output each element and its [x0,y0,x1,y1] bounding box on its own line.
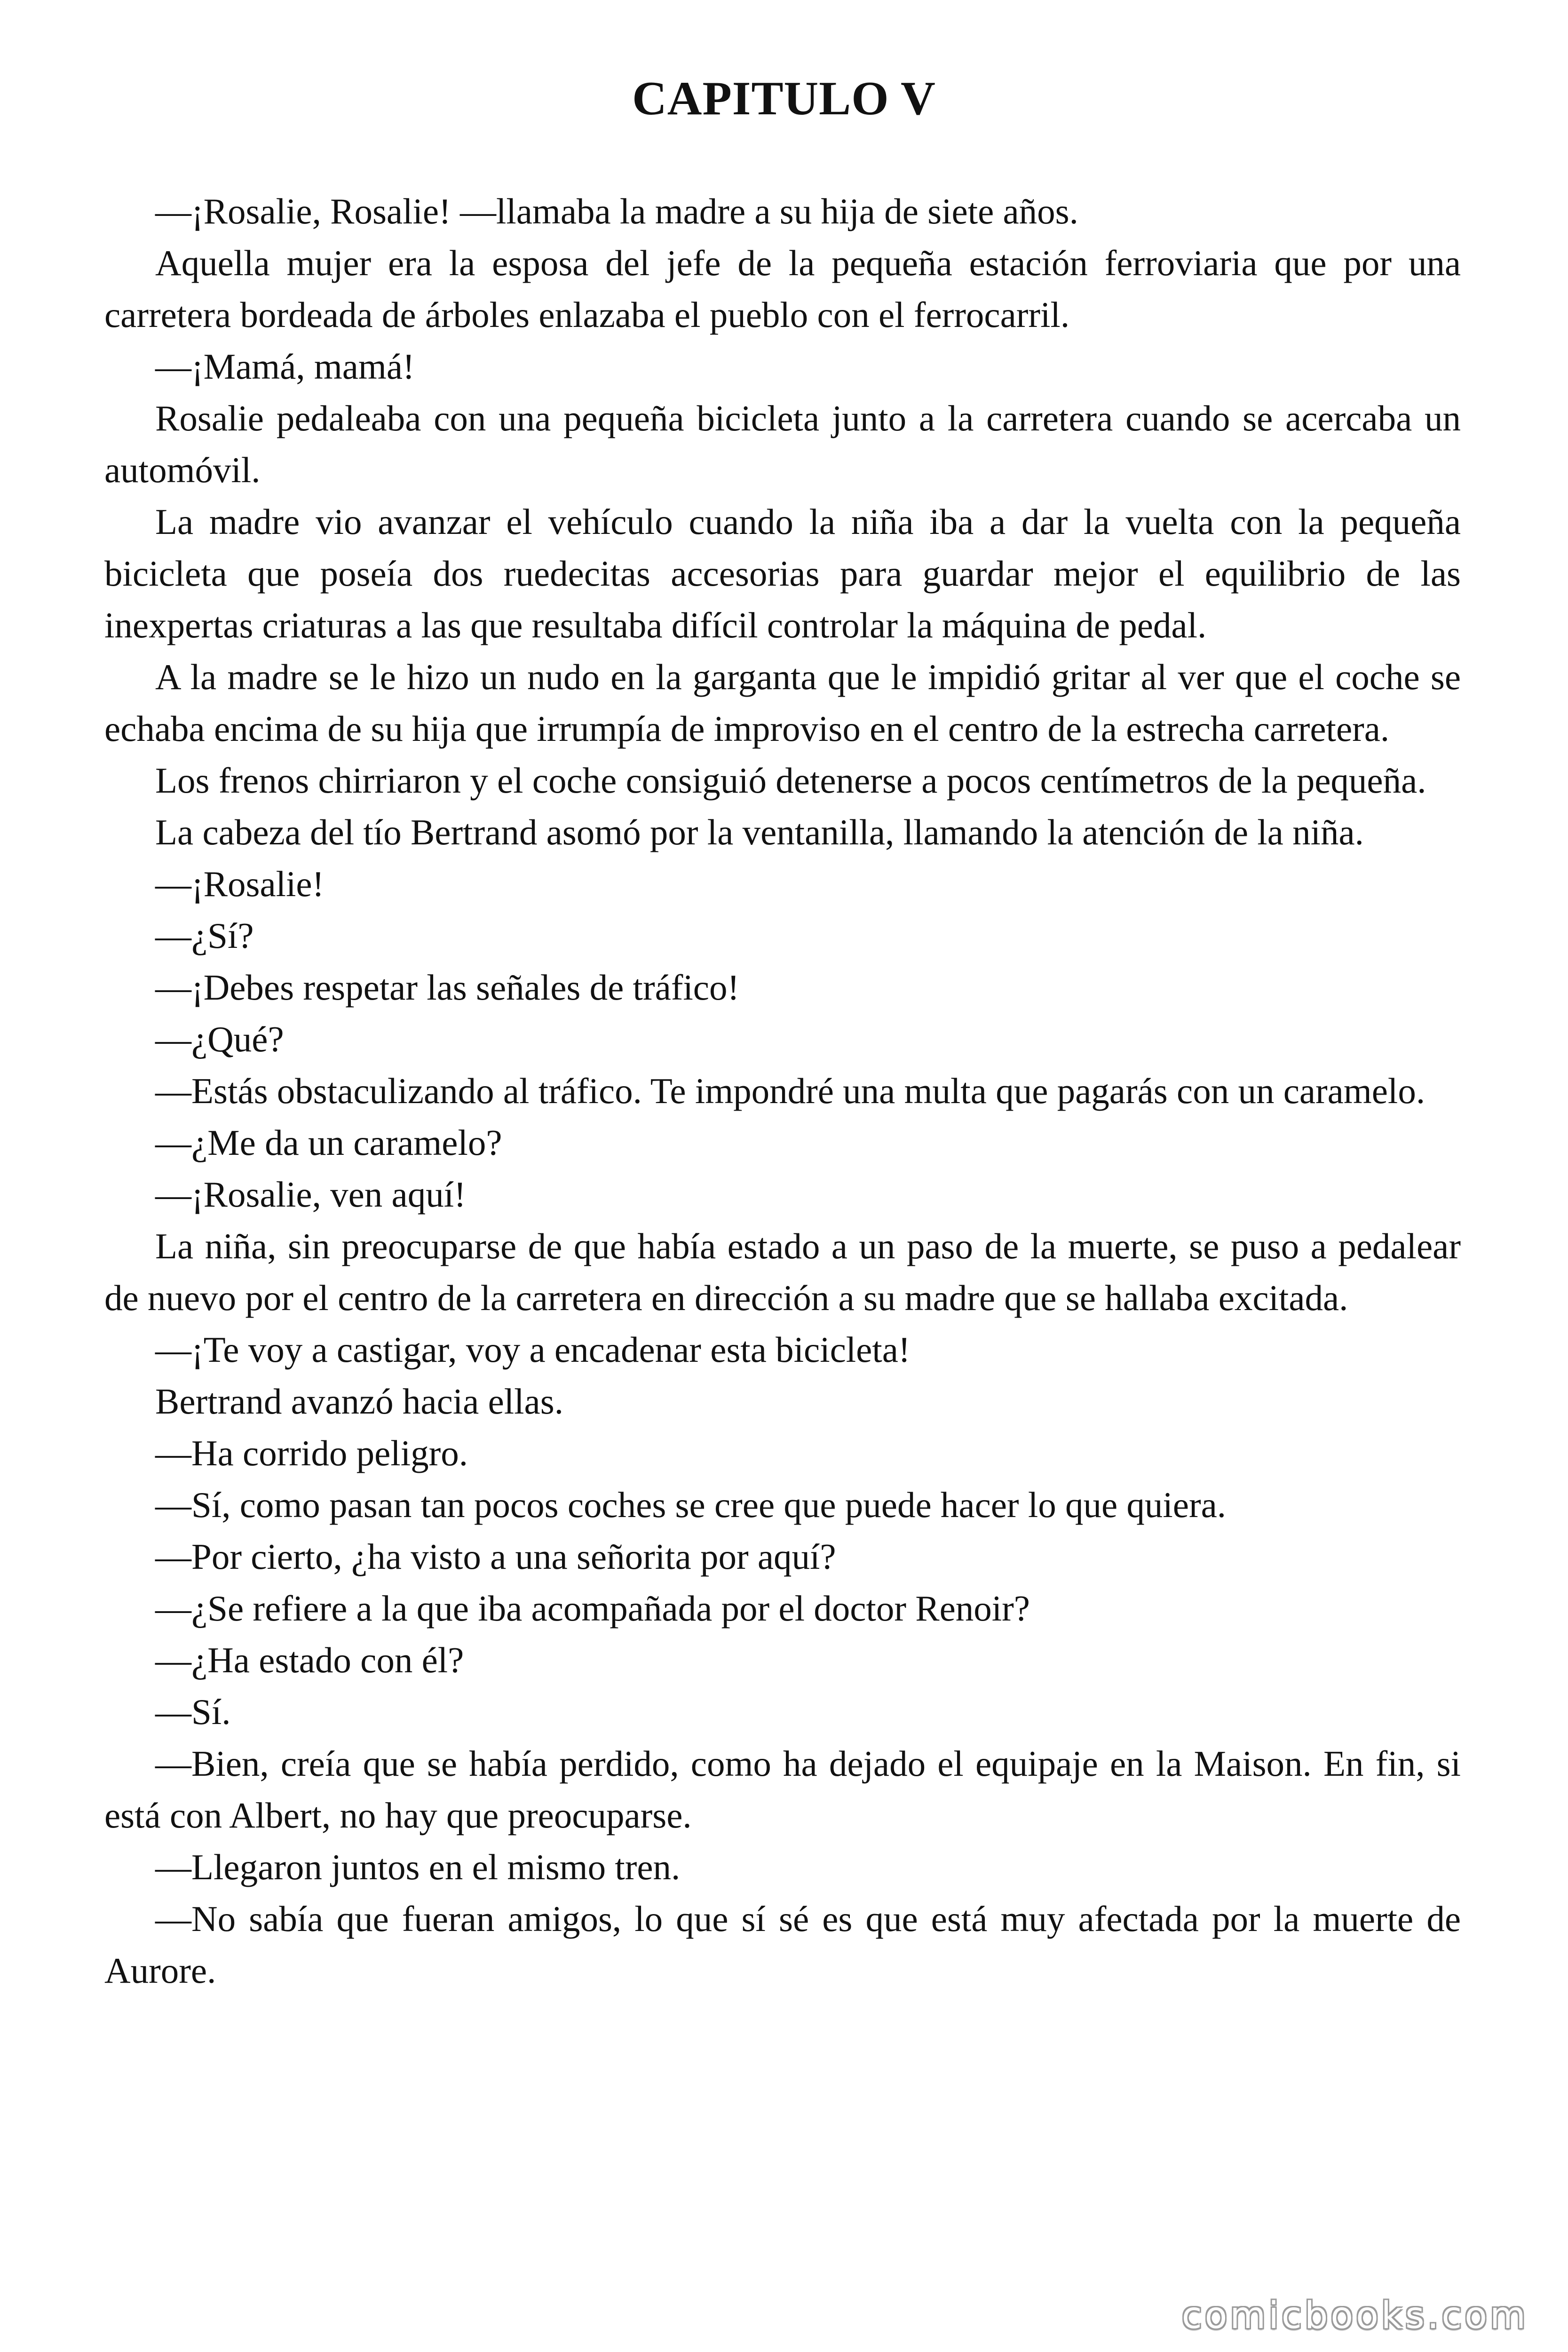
paragraph: —Estás obstaculizando al tráfico. Te impondré una multa que pagarás con un caramelo. [155,1071,1425,1111]
paragraph: —No sabía que fueran amigos, lo que sí sé es que está muy afectada por la muerte de Aurore. [104,1899,1461,1991]
watermark: comicbooks.com [1181,2295,1528,2337]
paragraph: Bertrand avanzó hacia ellas. [155,1381,563,1422]
paragraph: La cabeza del tío Bertrand asomó por la ventanilla, llamando la atención de la niña. [155,812,1364,852]
paragraph: —Bien, creía que se había perdido, como ha dejado el equipaje en la Maison. En fin, si está con Albert, no hay que preocuparse. [104,1743,1461,1836]
chapter-title: CAPITULO V [632,72,936,125]
paragraph: —¡Rosalie, ven aquí! [155,1174,466,1215]
paragraph: —Sí. [155,1692,231,1732]
paragraph: —Ha corrido peligro. [155,1433,468,1473]
paragraph: —¿Se refiere a la que iba acompañada por el doctor Renoir? [155,1588,1030,1629]
paragraph: Aquella mujer era la esposa del jefe de la pequeña estación ferroviaria que por una carretera bordeada de árboles enlazaba el pueblo con el ferrocarril. [104,243,1461,335]
paragraph: —¡Te voy a castigar, voy a encadenar esta bicicleta! [155,1329,911,1370]
paragraph: —¿Sí? [155,915,254,956]
chapter-body [104,185,1461,1996]
paragraph: —¿Qué? [155,1019,284,1059]
paragraph: —Sí, como pasan tan pocos coches se cree que puede hacer lo que quiera. [155,1485,1227,1525]
paragraph: La madre vio avanzar el vehículo cuando la niña iba a dar la vuelta con la pequeña bicicleta que poseía dos ruedecitas accesorias para guardar mejor el equilibrio de las inexpertas criaturas a las que resultaba difícil controlar la máquina de pedal. [104,501,1461,645]
paragraph: —Llegaron juntos en el mismo tren. [155,1847,681,1887]
paragraph: —Por cierto, ¿ha visto a una señorita por aquí? [155,1536,836,1577]
paragraph: —¡Rosalie, Rosalie! —llamaba la madre a su hija de siete años. [155,191,1078,231]
paragraph: La niña, sin preocuparse de que había estado a un paso de la muerte, se puso a pedalear de nuevo por el centro de la carretera en dirección a su madre que se hallaba excitada. [104,1226,1461,1318]
paragraph: Los frenos chirriaron y el coche consiguió detenerse a pocos centímetros de la pequeña. [155,760,1426,801]
paragraph: A la madre se le hizo un nudo en la garganta que le impidió gritar al ver que el coche se echaba encima de su hija que irrumpía de improviso en el centro de la estrecha carretera. [104,657,1461,749]
paragraph: —¿Me da un caramelo? [155,1122,502,1163]
paragraph: —¡Debes respetar las señales de tráfico! [155,967,740,1008]
paragraph: Rosalie pedaleaba con una pequeña bicicleta junto a la carretera cuando se acercaba un automóvil. [104,398,1461,490]
paragraph: —¡Rosalie! [155,864,325,904]
paragraph: —¡Mamá, mamá! [155,346,415,387]
paragraph: —¿Ha estado con él? [155,1640,464,1680]
